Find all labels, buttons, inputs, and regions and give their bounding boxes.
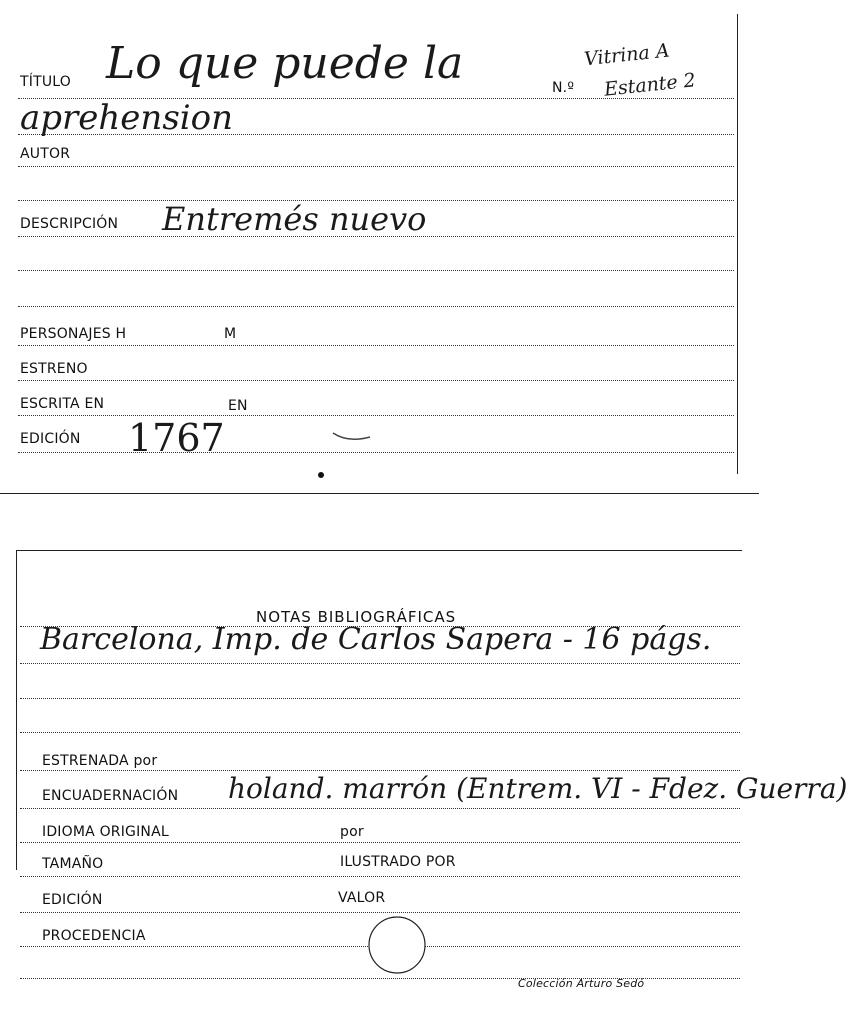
notas-value: Barcelona, Imp. de Carlos Sapera - 16 págs. — [40, 622, 712, 657]
escrita-line — [18, 415, 734, 416]
ink-smudge — [330, 425, 374, 445]
back-edicion-line — [20, 912, 740, 913]
personajes-label: PERSONAJES H — [20, 326, 127, 342]
titulo-line-2 — [18, 134, 734, 135]
procedencia-label: PROCEDENCIA — [42, 928, 146, 944]
tamano-label: TAMAÑO — [42, 856, 104, 872]
descripcion-line-3 — [18, 306, 734, 307]
autor-line — [18, 166, 734, 167]
catalog-card-front — [0, 0, 759, 494]
titulo-value: Lo que puede la — [106, 38, 464, 89]
edicion-label: EDICIÓN — [20, 431, 81, 447]
idioma-label: IDIOMA ORIGINAL — [42, 824, 169, 840]
estrenada-line — [20, 770, 740, 771]
notas-line-4 — [20, 732, 740, 733]
descripcion-line-2 — [18, 270, 734, 271]
numero-value-line2: Estante 2 — [603, 69, 697, 101]
notas-line-3 — [20, 698, 740, 699]
edicion-value: 1767 — [128, 416, 225, 460]
card-right-border — [737, 14, 738, 474]
autor-label: AUTOR — [20, 146, 71, 162]
card-back-top-border — [16, 550, 742, 551]
escrita-label: ESCRITA EN — [20, 396, 105, 412]
numero-value-line1: Vitrina A — [583, 39, 671, 71]
descripcion-value: Entremés nuevo — [162, 200, 427, 238]
notas-title: NOTAS BIBLIOGRÁFICAS — [256, 608, 457, 626]
card-back-left-border — [16, 550, 17, 870]
encuadernacion-value: holand. marrón (Entrem. VI - Fdez. Guerra) — [228, 772, 847, 805]
coleccion-label: Colección Arturo Sedó — [518, 977, 645, 990]
descripcion-label: DESCRIPCIÓN — [20, 216, 119, 232]
por-label: por — [340, 824, 364, 840]
tamano-line — [20, 876, 740, 877]
punch-hole — [366, 914, 428, 976]
back-edicion-label: EDICIÓN — [42, 892, 103, 908]
estrenada-label: ESTRENADA por — [42, 753, 158, 769]
numero-label: N.º — [552, 80, 575, 96]
estreno-label: ESTRENO — [20, 361, 88, 377]
encuadernacion-label: ENCUADERNACIÓN — [42, 788, 179, 804]
personajes-m-label: M — [224, 326, 237, 342]
ilustrado-label: ILUSTRADO POR — [340, 854, 456, 870]
estreno-line — [18, 380, 734, 381]
descripcion-line — [18, 236, 734, 237]
personajes-line — [18, 345, 734, 346]
idioma-line — [20, 842, 740, 843]
ink-dot — [316, 470, 326, 480]
edicion-line — [18, 452, 734, 453]
notas-line-1 — [20, 626, 740, 627]
escrita-en-label: EN — [228, 398, 248, 414]
encuadernacion-line — [20, 808, 740, 809]
valor-label: VALOR — [338, 890, 386, 906]
titulo-value-continued: aprehension — [20, 98, 234, 138]
catalog-card-back — [0, 550, 847, 1028]
notas-line-2 — [20, 663, 740, 664]
titulo-label: TÍTULO — [20, 74, 71, 90]
